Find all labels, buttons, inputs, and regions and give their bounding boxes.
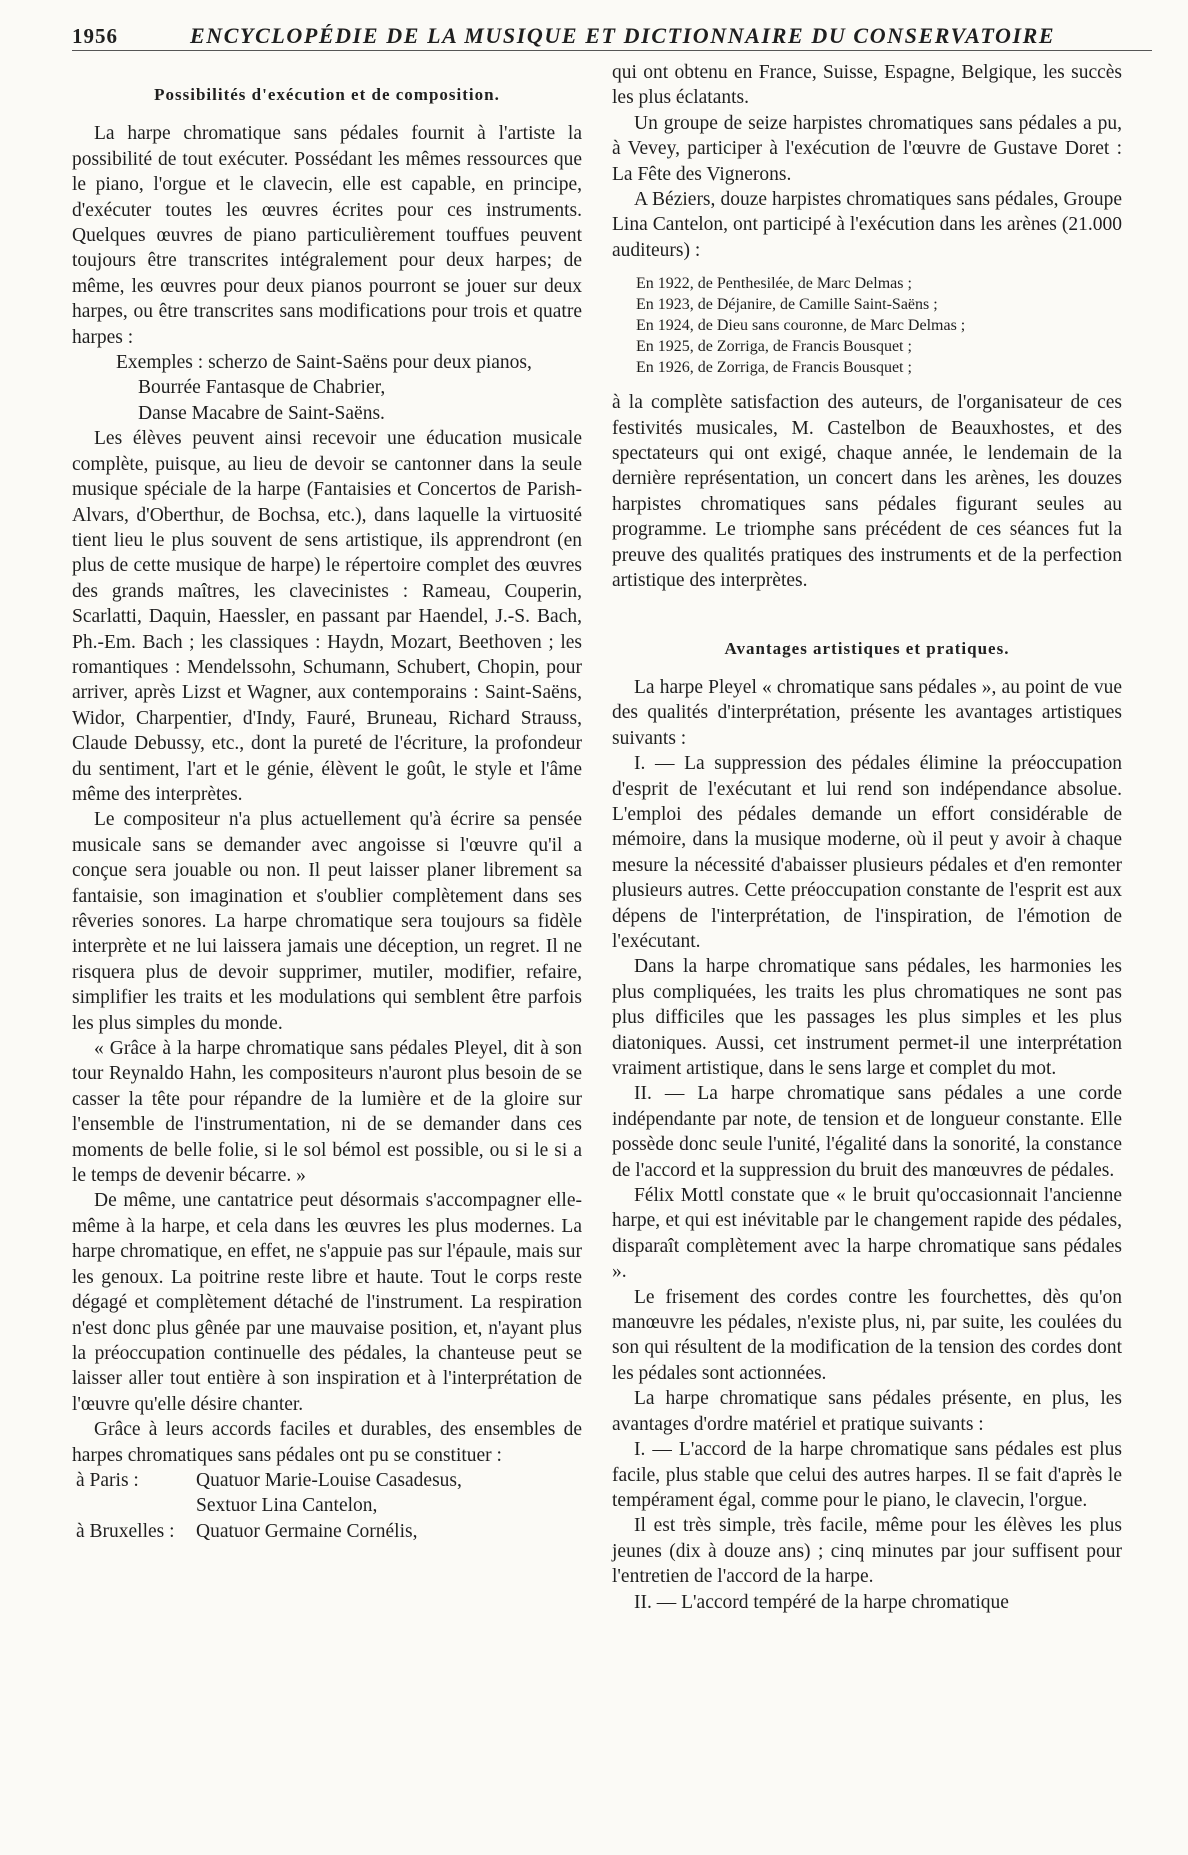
- page-number: 1956: [72, 24, 118, 48]
- examples-list: [72, 350, 582, 426]
- paragraph: à la complète satisfaction des auteurs, de l'organisateur de ces festivités musicales, M. Castelbon de Beauxhostes, et des spectateurs qui ont exigé, chaque année, le lendemain de la dernière représentation, un concert dans les arènes, les douzes harpistes chromatiques sans pédales figurant seules au programme. Le triomphe sans précédent de ces séances fut la preuve des qualités pratiques des instruments et de la perfection artistique des interprètes.: [612, 392, 1122, 592]
- left-column: [72, 60, 582, 1544]
- ensembles-list: [72, 1468, 582, 1544]
- paragraph: qui ont obtenu en France, Suisse, Espagne, Belgique, les succès les plus éclatants.: [612, 62, 1122, 109]
- paragraph: Grâce à leurs accords faciles et durables, des ensembles de harpes chromatiques sans pédales ont pu se constituer :: [72, 1419, 582, 1466]
- paragraph: La harpe chromatique sans pédales présente, en plus, les avantages d'ordre matériel et pratique suivants :: [612, 1388, 1122, 1435]
- performance-date-item: En 1924, de Dieu sans couronne, de Marc Delmas ;: [636, 317, 966, 335]
- paragraph: La harpe chromatique sans pédales fournit à l'artiste la possibilité de tout exécuter. Possédant les mêmes ressources que le piano, l'orgue et le clavecin, elle est capable, en principe, d'exécuter toutes les œuvres écrites pour ces instruments. Quelques œuvres de piano particulièrement touffues peuvent toujours être transcrites intégralement pour deux harpes; de même, les œuvres pour deux pianos pourront se jouer sur deux harpes, ou être transcrites sans modifications pour trois et quatre harpes :: [72, 123, 582, 348]
- ensemble-name: Quatuor Marie-Louise Casadesus,: [196, 1469, 462, 1491]
- example-line: Bourrée Fantasque de Chabrier,: [138, 377, 386, 399]
- paragraph: II. — La harpe chromatique sans pédales a une corde indépendante par note, de tension et de longueur constante. Elle possède donc seule l'unité, l'égalité dans la sonorité, la constance de l'accord et la suppression du bruit des manœuvres de pédales.: [612, 1083, 1122, 1181]
- ensemble-city: à Paris :: [76, 1469, 139, 1491]
- ensemble-row: [72, 1519, 582, 1544]
- example-line: Danse Macabre de Saint-Saëns.: [138, 402, 385, 424]
- paragraph: Le compositeur n'a plus actuellement qu'à écrire sa pensée musicale sans se demander avec angoisse si l'œuvre qu'il a conçue sera jouable ou non. Il peut laisser planer librement sa fantaisie, son imagination et s'oublier complètement dans ses rêveries sonores. La harpe chromatique sera toujours sa fidèle interprète et ne lui laissera jamais une déception, un regret. Il ne risquera plus de devoir supprimer, mutiler, modifier, refaire, simplifier les traits et les modulations qui semblent être parfois les plus simples du monde.: [72, 809, 582, 1034]
- paragraph: Le frisement des cordes contre les fourchettes, dès qu'on manœuvre les pédales, n'existe plus, ni, par suite, les coulées du son qui résultent de la modification de la tension des cordes dont les pédales sont actionnées.: [612, 1286, 1122, 1384]
- ensemble-city: à Bruxelles :: [76, 1520, 175, 1542]
- paragraph: Il est très simple, très facile, même pour les élèves les plus jeunes (dix à douze ans) ; cinq minutes par jour suffisent pour l'entretien de l'accord de la harpe.: [612, 1515, 1122, 1588]
- performance-date-item: En 1926, de Zorriga, de Francis Bousquet ;: [636, 359, 912, 377]
- performance-date-item: En 1922, de Penthesilée, de Marc Delmas ;: [636, 275, 912, 293]
- section-title-possibilites: Possibilités d'exécution et de composition.: [154, 85, 500, 104]
- ensemble-city: [72, 1493, 196, 1518]
- header-rule: [72, 50, 1152, 51]
- paragraph: A Béziers, douze harpistes chromatiques sans pédales, Groupe Lina Cantelon, ont participé à l'exécution dans les arènes (21.000 auditeurs) :: [612, 189, 1122, 261]
- paragraph: Un groupe de seize harpistes chromatiques sans pédales a pu, à Vevey, participer à l'exécution de l'œuvre de Gustave Doret : La Fête des Vignerons.: [612, 112, 1122, 185]
- paragraph: Les élèves peuvent ainsi recevoir une éducation musicale complète, puisque, au lieu de devoir se cantonner dans la seule musique spéciale de la harpe (Fantaisies et Concertos de Parish-Alvars, d'Oberthur, de Bochsa, etc.), dans laquelle la virtuosité tient lieu le plus souvent de sens artistique, ils apprendront (en plus de cette musique de harpe) le répertoire complet des œuvres des grands maîtres, les clavecinistes : Rameau, Couperin, Scarlatti, Daquin, Haessler, en passant par Haendel, J.-S. Bach, Ph.-Em. Bach ; les classiques : Haydn, Mozart, Beethoven ; les romantiques : Mendelssohn, Schumann, Schubert, Chopin, pour arriver, après Lizst et Wagner, aux contemporains : Saint-Saëns, Widor, Charpentier, d'Indy, Fauré, Bruneau, Richard Strauss, Claude Debussy, etc., dont la pureté de l'écriture, la profondeur du sentiment, l'art et le génie, élèvent le goût, le style et l'âme même des interprètes.: [72, 428, 582, 805]
- running-head: ENCYCLOPÉDIE DE LA MUSIQUE ET DICTIONNAIRE DU CONSERVATOIRE: [190, 23, 1056, 48]
- performance-date-item: En 1925, de Zorriga, de Francis Bousquet ;: [636, 338, 912, 356]
- performance-dates-list: [612, 273, 1122, 378]
- paragraph: I. — La suppression des pédales élimine la préoccupation d'esprit de l'exécutant et lui rend son indépendance absolue. L'emploi des pédales demande un effort considérable de mémoire, dans la musique moderne, où il peut y avoir à chaque mesure la nécessité d'abaisser plusieurs pédales et d'en remonter plusieurs autres. Cette préoccupation constante de l'esprit est aux dépens de l'interprétation, de l'inspiration, de l'émotion de l'exécutant.: [612, 753, 1122, 952]
- paragraph: I. — L'accord de la harpe chromatique sans pédales est plus facile, plus stable que celui des autres harpes. Il se fait d'après le tempérament égal, comme pour le piano, le clavecin, l'orgue.: [612, 1439, 1122, 1511]
- paragraph: II. — L'accord tempéré de la harpe chromatique: [634, 1591, 1009, 1613]
- paragraph: La harpe Pleyel « chromatique sans pédales », au point de vue des qualités d'interprétation, présente les avantages artistiques suivants :: [612, 676, 1122, 749]
- section-title-avantages: Avantages artistiques et pratiques.: [724, 638, 1010, 658]
- right-column: [612, 60, 1122, 1615]
- section-spacer: [612, 594, 1122, 614]
- paragraph: Félix Mottl constate que « le bruit qu'occasionnait l'ancienne harpe, et qui est inévitable par le changement rapide des pédales, disparaît complètement avec la harpe chromatique sans pédales ».: [612, 1185, 1122, 1283]
- example-line: Exemples : scherzo de Saint-Saëns pour deux pianos,: [116, 352, 532, 374]
- paragraph: Dans la harpe chromatique sans pédales, les harmonies les plus compliquées, les traits les plus chromatiques ne sont pas plus difficiles que les passages les plus simples et les plus diatoniques. Aussi, cet instrument permet-il une interprétation vraiment artistique, dans le sens large et complet du mot.: [612, 956, 1122, 1079]
- ensemble-name: Quatuor Germaine Cornélis,: [196, 1520, 418, 1542]
- paragraph: De même, une cantatrice peut désormais s'accompagner elle-même à la harpe, et cela dans les œuvres les plus modernes. La harpe chromatique, en effet, ne s'appuie pas sur l'épaule, mais sur les genoux. La poitrine reste libre et haute. Tout le corps reste dégagé et complètement détaché de l'instrument. La respiration n'est donc plus gênée par une mauvaise position, et, n'ayant plus la préoccupation continuelle des pédales, la chanteuse peut se laisser aller tout entière à son inspiration et à l'interprétation de l'œuvre qu'elle désire chanter.: [72, 1190, 582, 1415]
- ensemble-row: [72, 1468, 582, 1493]
- ensemble-name: Sextuor Lina Cantelon,: [196, 1495, 378, 1517]
- paragraph: « Grâce à la harpe chromatique sans pédales Pleyel, dit à son tour Reynaldo Hahn, les compositeurs n'auront plus besoin de se casser la tête pour répandre de la lumière et de la gloire sur l'ensemble de l'instrumentation, ni de se demander dans ces moments de belle folie, si le sol bémol est possible, ou si le si a le temps de devenir bécarre. »: [72, 1038, 582, 1187]
- ensemble-row: [72, 1493, 582, 1518]
- performance-date-item: En 1923, de Déjanire, de Camille Saint-Saëns ;: [636, 296, 938, 314]
